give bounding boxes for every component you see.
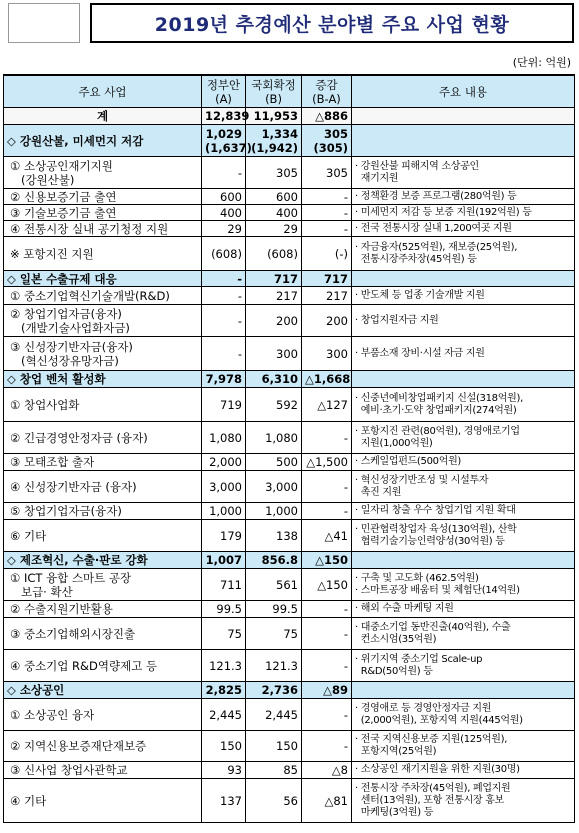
- change-value: -: [302, 471, 352, 503]
- gov-value: 99.5: [202, 601, 246, 618]
- item-desc: · 부품소재 장비·시설 자금 지원: [352, 337, 575, 371]
- item-desc: · 정책환경 보증 프로그램(280억원) 등: [352, 189, 575, 205]
- gov-value: 2,445: [202, 699, 246, 731]
- table-row: [4, 287, 575, 305]
- table-row: [4, 157, 575, 189]
- item-desc: · 전국 지역신용보증 지원(125억원), 포항지역(25억원): [352, 731, 575, 762]
- gov-value: 7,978: [202, 371, 246, 388]
- change-value: -: [302, 731, 352, 762]
- gov-value: 179: [202, 520, 246, 552]
- item-name: ③ 중소기업해외시장진출: [4, 618, 202, 650]
- item-name: ① 소상공인재기지원 (강원산불): [4, 157, 202, 189]
- title-box: [90, 3, 574, 43]
- item-name: ③ 기술보증기금 출연: [4, 205, 202, 221]
- item-desc: · 전통시장 주차장(45억원), 폐업지원 센터(13억원), 포항 전통시장 홍보 마케팅(3억원) 등: [352, 779, 575, 823]
- gov-value: 121.3: [202, 650, 246, 682]
- change-value: -: [302, 422, 352, 454]
- item-name: ※ 포항지진 지원: [4, 237, 202, 271]
- gov-value: 12,839: [202, 108, 246, 125]
- assembly-value: 400: [246, 205, 302, 221]
- table-row: [4, 422, 575, 454]
- gov-value: -: [202, 271, 246, 287]
- gov-value: -: [202, 287, 246, 305]
- item-desc: · 자금융자(525억원), 재보증(25억원), 전통시장주차장(45억원) 등: [352, 237, 575, 271]
- gov-value: 29: [202, 221, 246, 237]
- table-row: [4, 221, 575, 237]
- assembly-value: (608): [246, 237, 302, 271]
- change-value: △89: [302, 682, 352, 699]
- change-value: △886: [302, 108, 352, 125]
- table-row: [4, 601, 575, 618]
- change-value: -: [302, 221, 352, 237]
- header-change: 증감 (B-A): [302, 75, 352, 108]
- item-desc: · 반도체 등 업종 기술개발 지원: [352, 287, 575, 305]
- assembly-value: 75: [246, 618, 302, 650]
- item-desc: · 스케일업펀드(500억원): [352, 454, 575, 471]
- item-name: ◇ 일본 수출규제 대응: [4, 271, 202, 287]
- gov-value: -: [202, 337, 246, 371]
- item-desc: · 소상공인 재기지원을 위한 지원(30명): [352, 762, 575, 779]
- gov-value: 711: [202, 569, 246, 601]
- assembly-value: 1,334 (1,942): [246, 125, 302, 157]
- category-row: [4, 682, 575, 699]
- blank-box: [8, 3, 80, 43]
- item-desc: · 신중년예비창업패키지 신설(318억원), 예비·초기·도약 창업패키지(274억원): [352, 388, 575, 422]
- gov-value: -: [202, 305, 246, 337]
- item-desc: · 포항지진 관련(80억원), 경영애로기업 지원(1,000억원): [352, 422, 575, 454]
- item-name: ◇ 강원산불, 미세먼지 저감: [4, 125, 202, 157]
- change-value: -: [302, 503, 352, 520]
- change-value: △81: [302, 779, 352, 823]
- item-name: ② 창업기업자금(융자) (개발기술사업화자금): [4, 305, 202, 337]
- item-name: ③ 신성장기반자금(융자) (혁신성장유망자금): [4, 337, 202, 371]
- table-row: [4, 388, 575, 422]
- item-name: ② 긴급경영안정자금 (융자): [4, 422, 202, 454]
- change-value: -: [302, 601, 352, 618]
- budget-table: [3, 74, 575, 823]
- item-desc: · 혁신성장기반조성 및 시설투자 촉진 지원: [352, 471, 575, 503]
- table-row: [4, 205, 575, 221]
- item-desc: · 경영애로 등 경영안정자금 지원 (2,000억원), 포항지역 지원(445억원): [352, 699, 575, 731]
- gov-value: 3,000: [202, 471, 246, 503]
- table-row: [4, 762, 575, 779]
- gov-value: (608): [202, 237, 246, 271]
- assembly-value: 305: [246, 157, 302, 189]
- item-name: ② 수출지원기반활용: [4, 601, 202, 618]
- item-name: ④ 전통시장 실내 공기청정 지원: [4, 221, 202, 237]
- item-name: ① 창업사업화: [4, 388, 202, 422]
- change-value: -: [302, 650, 352, 682]
- change-value: 300: [302, 337, 352, 371]
- item-name: ① 중소기업혁신기술개발(R&D): [4, 287, 202, 305]
- item-desc: [352, 125, 575, 157]
- change-value: △1,668: [302, 371, 352, 388]
- change-value: -: [302, 205, 352, 221]
- assembly-value: 200: [246, 305, 302, 337]
- change-value: 217: [302, 287, 352, 305]
- change-value: △150: [302, 569, 352, 601]
- assembly-value: 500: [246, 454, 302, 471]
- change-value: 717: [302, 271, 352, 287]
- assembly-value: 2,445: [246, 699, 302, 731]
- table-row: [4, 618, 575, 650]
- item-desc: · 민관협력창업자 육성(130억원), 산학 협력기술기능인력양성(30억원) 등: [352, 520, 575, 552]
- assembly-value: 300: [246, 337, 302, 371]
- unit-label: (단위: 억원): [512, 56, 571, 69]
- item-desc: [352, 108, 575, 125]
- category-row: [4, 552, 575, 569]
- category-row: [4, 371, 575, 388]
- table-row: [4, 569, 575, 601]
- item-desc: · 강원산불 피해지역 소상공인 재기지원: [352, 157, 575, 189]
- item-name: ③ 신사업 창업사관학교: [4, 762, 202, 779]
- gov-value: 2,825: [202, 682, 246, 699]
- category-row: [4, 271, 575, 287]
- assembly-value: 592: [246, 388, 302, 422]
- gov-value: 1,029 (1,637): [202, 125, 246, 157]
- item-desc: · 전국 전통시장 실내 1,200여곳 지원: [352, 221, 575, 237]
- assembly-value: 6,310: [246, 371, 302, 388]
- change-value: △127: [302, 388, 352, 422]
- table-row: [4, 520, 575, 552]
- item-name: 계: [4, 108, 202, 125]
- assembly-value: 56: [246, 779, 302, 823]
- table-row: [4, 471, 575, 503]
- item-desc: [352, 552, 575, 569]
- item-desc: · 일자리 창출 우수 창업기업 지원 확대: [352, 503, 575, 520]
- item-name: ① ICT 융합 스마트 공장 보급· 확산: [4, 569, 202, 601]
- change-value: △41: [302, 520, 352, 552]
- table-row: [4, 650, 575, 682]
- gov-value: 93: [202, 762, 246, 779]
- gov-value: 75: [202, 618, 246, 650]
- item-name: ① 소상공인 융자: [4, 699, 202, 731]
- item-name: ◇ 제조혁신, 수출·판로 강화: [4, 552, 202, 569]
- change-value: △8: [302, 762, 352, 779]
- item-desc: [352, 682, 575, 699]
- assembly-value: 121.3: [246, 650, 302, 682]
- change-value: (-): [302, 237, 352, 271]
- table-row: [4, 699, 575, 731]
- assembly-value: 717: [246, 271, 302, 287]
- assembly-value: 2,736: [246, 682, 302, 699]
- item-name: ⑤ 창업기업자금(융자): [4, 503, 202, 520]
- item-name: ② 지역신용보증재단재보증: [4, 731, 202, 762]
- table-row: [4, 189, 575, 205]
- gov-value: 600: [202, 189, 246, 205]
- assembly-value: 138: [246, 520, 302, 552]
- change-value: -: [302, 618, 352, 650]
- category-row: [4, 125, 575, 157]
- gov-value: 150: [202, 731, 246, 762]
- assembly-value: 150: [246, 731, 302, 762]
- change-value: △150: [302, 552, 352, 569]
- change-value: 200: [302, 305, 352, 337]
- gov-value: 400: [202, 205, 246, 221]
- gov-value: 1,007: [202, 552, 246, 569]
- header-gov: 정부안 (A): [202, 75, 246, 108]
- item-desc: [352, 371, 575, 388]
- table-row: [4, 779, 575, 823]
- assembly-value: 217: [246, 287, 302, 305]
- item-name: ④ 기타: [4, 779, 202, 823]
- assembly-value: 600: [246, 189, 302, 205]
- assembly-value: 3,000: [246, 471, 302, 503]
- change-value: -: [302, 699, 352, 731]
- gov-value: 1,000: [202, 503, 246, 520]
- change-value: 305 (305): [302, 125, 352, 157]
- table-row: [4, 337, 575, 371]
- item-desc: · 미세먼지 저감 등 보증 지원(192억원) 등: [352, 205, 575, 221]
- gov-value: 1,080: [202, 422, 246, 454]
- item-desc: · 창업지원자금 지원: [352, 305, 575, 337]
- header-assembly: 국회확정 (B): [246, 75, 302, 108]
- item-name: ③ 모태조합 출자: [4, 454, 202, 471]
- assembly-value: 99.5: [246, 601, 302, 618]
- table-row: [4, 237, 575, 271]
- item-desc: · 해외 수출 마케팅 지원: [352, 601, 575, 618]
- table-row: [4, 503, 575, 520]
- gov-value: -: [202, 157, 246, 189]
- header-desc: 주요 내용: [352, 75, 575, 108]
- assembly-value: 561: [246, 569, 302, 601]
- change-value: 305: [302, 157, 352, 189]
- assembly-value: 85: [246, 762, 302, 779]
- assembly-value: 1,000: [246, 503, 302, 520]
- item-name: ④ 중소기업 R&D역량제고 등: [4, 650, 202, 682]
- item-name: ◇ 소상공인: [4, 682, 202, 699]
- header-item: 주요 사업: [4, 75, 202, 108]
- gov-value: 2,000: [202, 454, 246, 471]
- assembly-value: 1,080: [246, 422, 302, 454]
- assembly-value: 11,953: [246, 108, 302, 125]
- table-row: [4, 305, 575, 337]
- item-desc: · 구축 및 고도화 (462.5억원) · 스마트공장 배움터 및 체험단(14억원): [352, 569, 575, 601]
- item-name: ⑥ 기타: [4, 520, 202, 552]
- change-value: -: [302, 189, 352, 205]
- item-name: ④ 신성장기반자금 (융자): [4, 471, 202, 503]
- table-row: [4, 454, 575, 471]
- gov-value: 719: [202, 388, 246, 422]
- total-row: [4, 108, 575, 125]
- item-desc: [352, 271, 575, 287]
- page-title: 2019년 추경예산 분야별 주요 사업 현황: [154, 13, 510, 36]
- table-row: [4, 731, 575, 762]
- item-desc: · 위기지역 중소기업 Scale-up R&D(50억원) 등: [352, 650, 575, 682]
- item-desc: · 대중소기업 동반진출(40억원), 수출 컨소시엄(35억원): [352, 618, 575, 650]
- assembly-value: 29: [246, 221, 302, 237]
- item-name: ◇ 창업 벤처 활성화: [4, 371, 202, 388]
- gov-value: 137: [202, 779, 246, 823]
- assembly-value: 856.8: [246, 552, 302, 569]
- table-body: [4, 108, 575, 823]
- item-name: ② 신용보증기금 출연: [4, 189, 202, 205]
- change-value: △1,500: [302, 454, 352, 471]
